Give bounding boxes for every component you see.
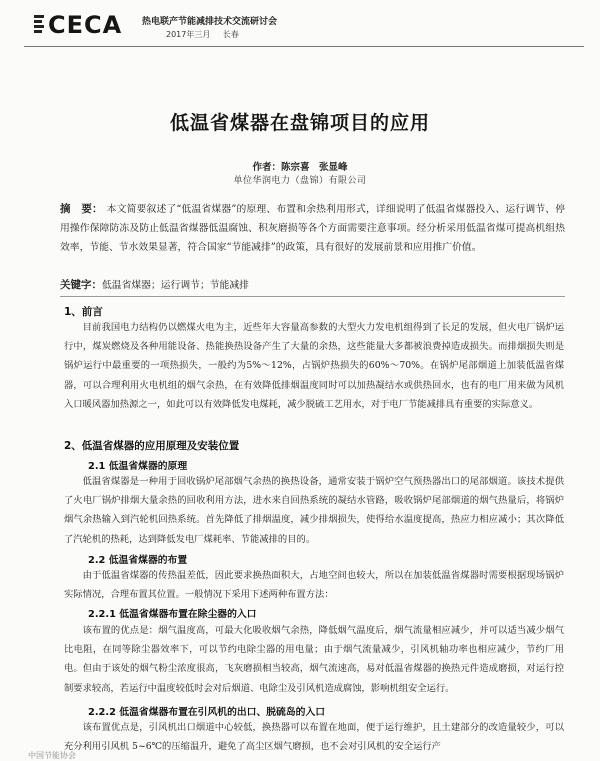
paper-affiliation: [0, 173, 600, 186]
unit-label: 单位: [233, 176, 253, 186]
section-1-heading: 1、前言: [64, 306, 103, 318]
abstract: [60, 200, 565, 257]
abstract-label: 摘 要：: [60, 203, 103, 215]
section-1-paragraph: 目前我国电力结构仍以燃煤火电为主，近些年大容量高参数的大型火力发电机组得到了长足的发展，但火电厂锅炉运行中，煤炭燃烧及各种用能设备、热能换热设备产生了大量的余热，这些能量大多都被浪费掉造成损失。而排烟损失则是锅炉运行中最重要的一项热损失，一般约为5%～12%，占锅炉热损失的60%～70%。在锅炉尾部烟道上加装低温省煤器，可以合理利用火电机组的烟气余热，在有效降低排烟温度同时可以加热凝结水或供热回水，也有的电厂用来做为风机入口暖风器加热源之一，如此可以有效降低发电煤耗，减少脱硫工艺用水，对于电厂节能减排具有重要的实际意义。: [64, 322, 564, 410]
paper-authors: [0, 159, 600, 173]
conference-title: 热电联产节能减排技术交流研讨会: [142, 17, 278, 27]
conference-date-city: [166, 29, 239, 40]
section-2-heading: 2、低温省煤器的应用原理及安装位置: [64, 440, 240, 452]
unit-name: 华润电力（盘锦）有限公司: [252, 176, 367, 186]
conference-city: 长春: [222, 30, 239, 39]
logo-text: CECA: [48, 11, 123, 39]
authors-names: 陈宗喜 张显峰: [281, 162, 348, 173]
page-header: [24, 8, 584, 46]
section-2-1-heading: 2.1 低温省煤器的原理: [88, 461, 188, 472]
conference-date: 2017年三月: [166, 30, 211, 39]
section-2-2-1-paragraph: 该布置的优点是：烟气温度高，可最大化吸收烟气余热，降低烟气温度后，烟气流量相应减少，并可以适当减少烟气比电阻，在同等除尘器效率下，可以节约电除尘器的用电量；由于烟气流量减少，引风机轴功率也相应减少，节约厂用电。但由于该处的烟气粉尘浓度很高，飞灰磨损相当较高，烟气流速高，易对低温省煤器的换热元件造成磨损，对运行控制要求较高，若运行中温度较低时会对后烟道、电除尘及引风机造成腐蚀，影响机组安全运行。: [64, 625, 564, 694]
section-2-2-2-heading: 2.2.2 低温省煤器布置在引风机的出口、脱硫岛的入口: [88, 707, 326, 718]
section-2-2-heading: 2.2 低温省煤器的布置: [88, 555, 188, 566]
paper-title: 低温省煤器在盘锦项目的应用: [169, 112, 430, 134]
keywords: [60, 277, 565, 292]
authors-label: 作者：: [252, 162, 281, 173]
section-2-2-2-paragraph: 该布置优点是，引风机出口烟道中心较低，换热器可以布置在地面，便于运行维护，且土建部分的改造量较少，可以充分利用引风机 5~6℃的压缩温升，避免了高尘区烟气磨损，也不会对引风机的安全运行产: [64, 722, 564, 753]
header-divider: [24, 46, 584, 47]
keywords-text: 低温省煤器；运行调节；节能减排: [102, 280, 249, 291]
abstract-divider: [60, 296, 565, 297]
logo-bars-icon: [34, 15, 44, 35]
section-2-2-1-heading: 2.2.1 低温省煤器布置在除尘器的入口: [88, 609, 257, 620]
section-2-2-paragraph: 由于低温省煤器的传热温差低，因此要求换热面积大，占地空间也较大，所以在加装低温省煤器时需要根据现场锅炉实际情况，合理布置其位置。一般情况下采用下述两种布置方法：: [64, 570, 564, 601]
abstract-text: 本文简要叙述了“低温省煤器”的原理、布置和余热利用形式，详细说明了低温省煤器投入、运行调节、停用操作保障防冻及防止低温省煤器低温腐蚀、积灰磨损等各个方面需要注意事项。经分析采用低温省煤可提高机组热效率，节能、节水效果显著，符合国家“节能减排”的政策，具有很好的发展前景和应用推广价值。: [60, 204, 565, 253]
keywords-label: 关键字：: [60, 279, 102, 291]
ceca-logo: [34, 12, 126, 38]
section-2-1-paragraph: 低温省煤器是一种用于回收锅炉尾部烟气余热的换热设备，通常安装于锅炉空气预热器出口的尾部烟道。该技术提供了火电厂锅炉排烟大量余热的回收利用方法，进水来自回热系统的凝结水管路，吸收锅炉尾部烟道的烟气热量后，将锅炉烟气余热输入到汽轮机回热系统。首先降低了排烟温度，减少排烟损失，使得给水温度提高，热应力相应减小；其次降低了汽轮机的热耗，达到降低发电厂煤耗率、节能减排的目的。: [64, 476, 564, 545]
page-footer: 中国节能协会: [28, 751, 76, 760]
